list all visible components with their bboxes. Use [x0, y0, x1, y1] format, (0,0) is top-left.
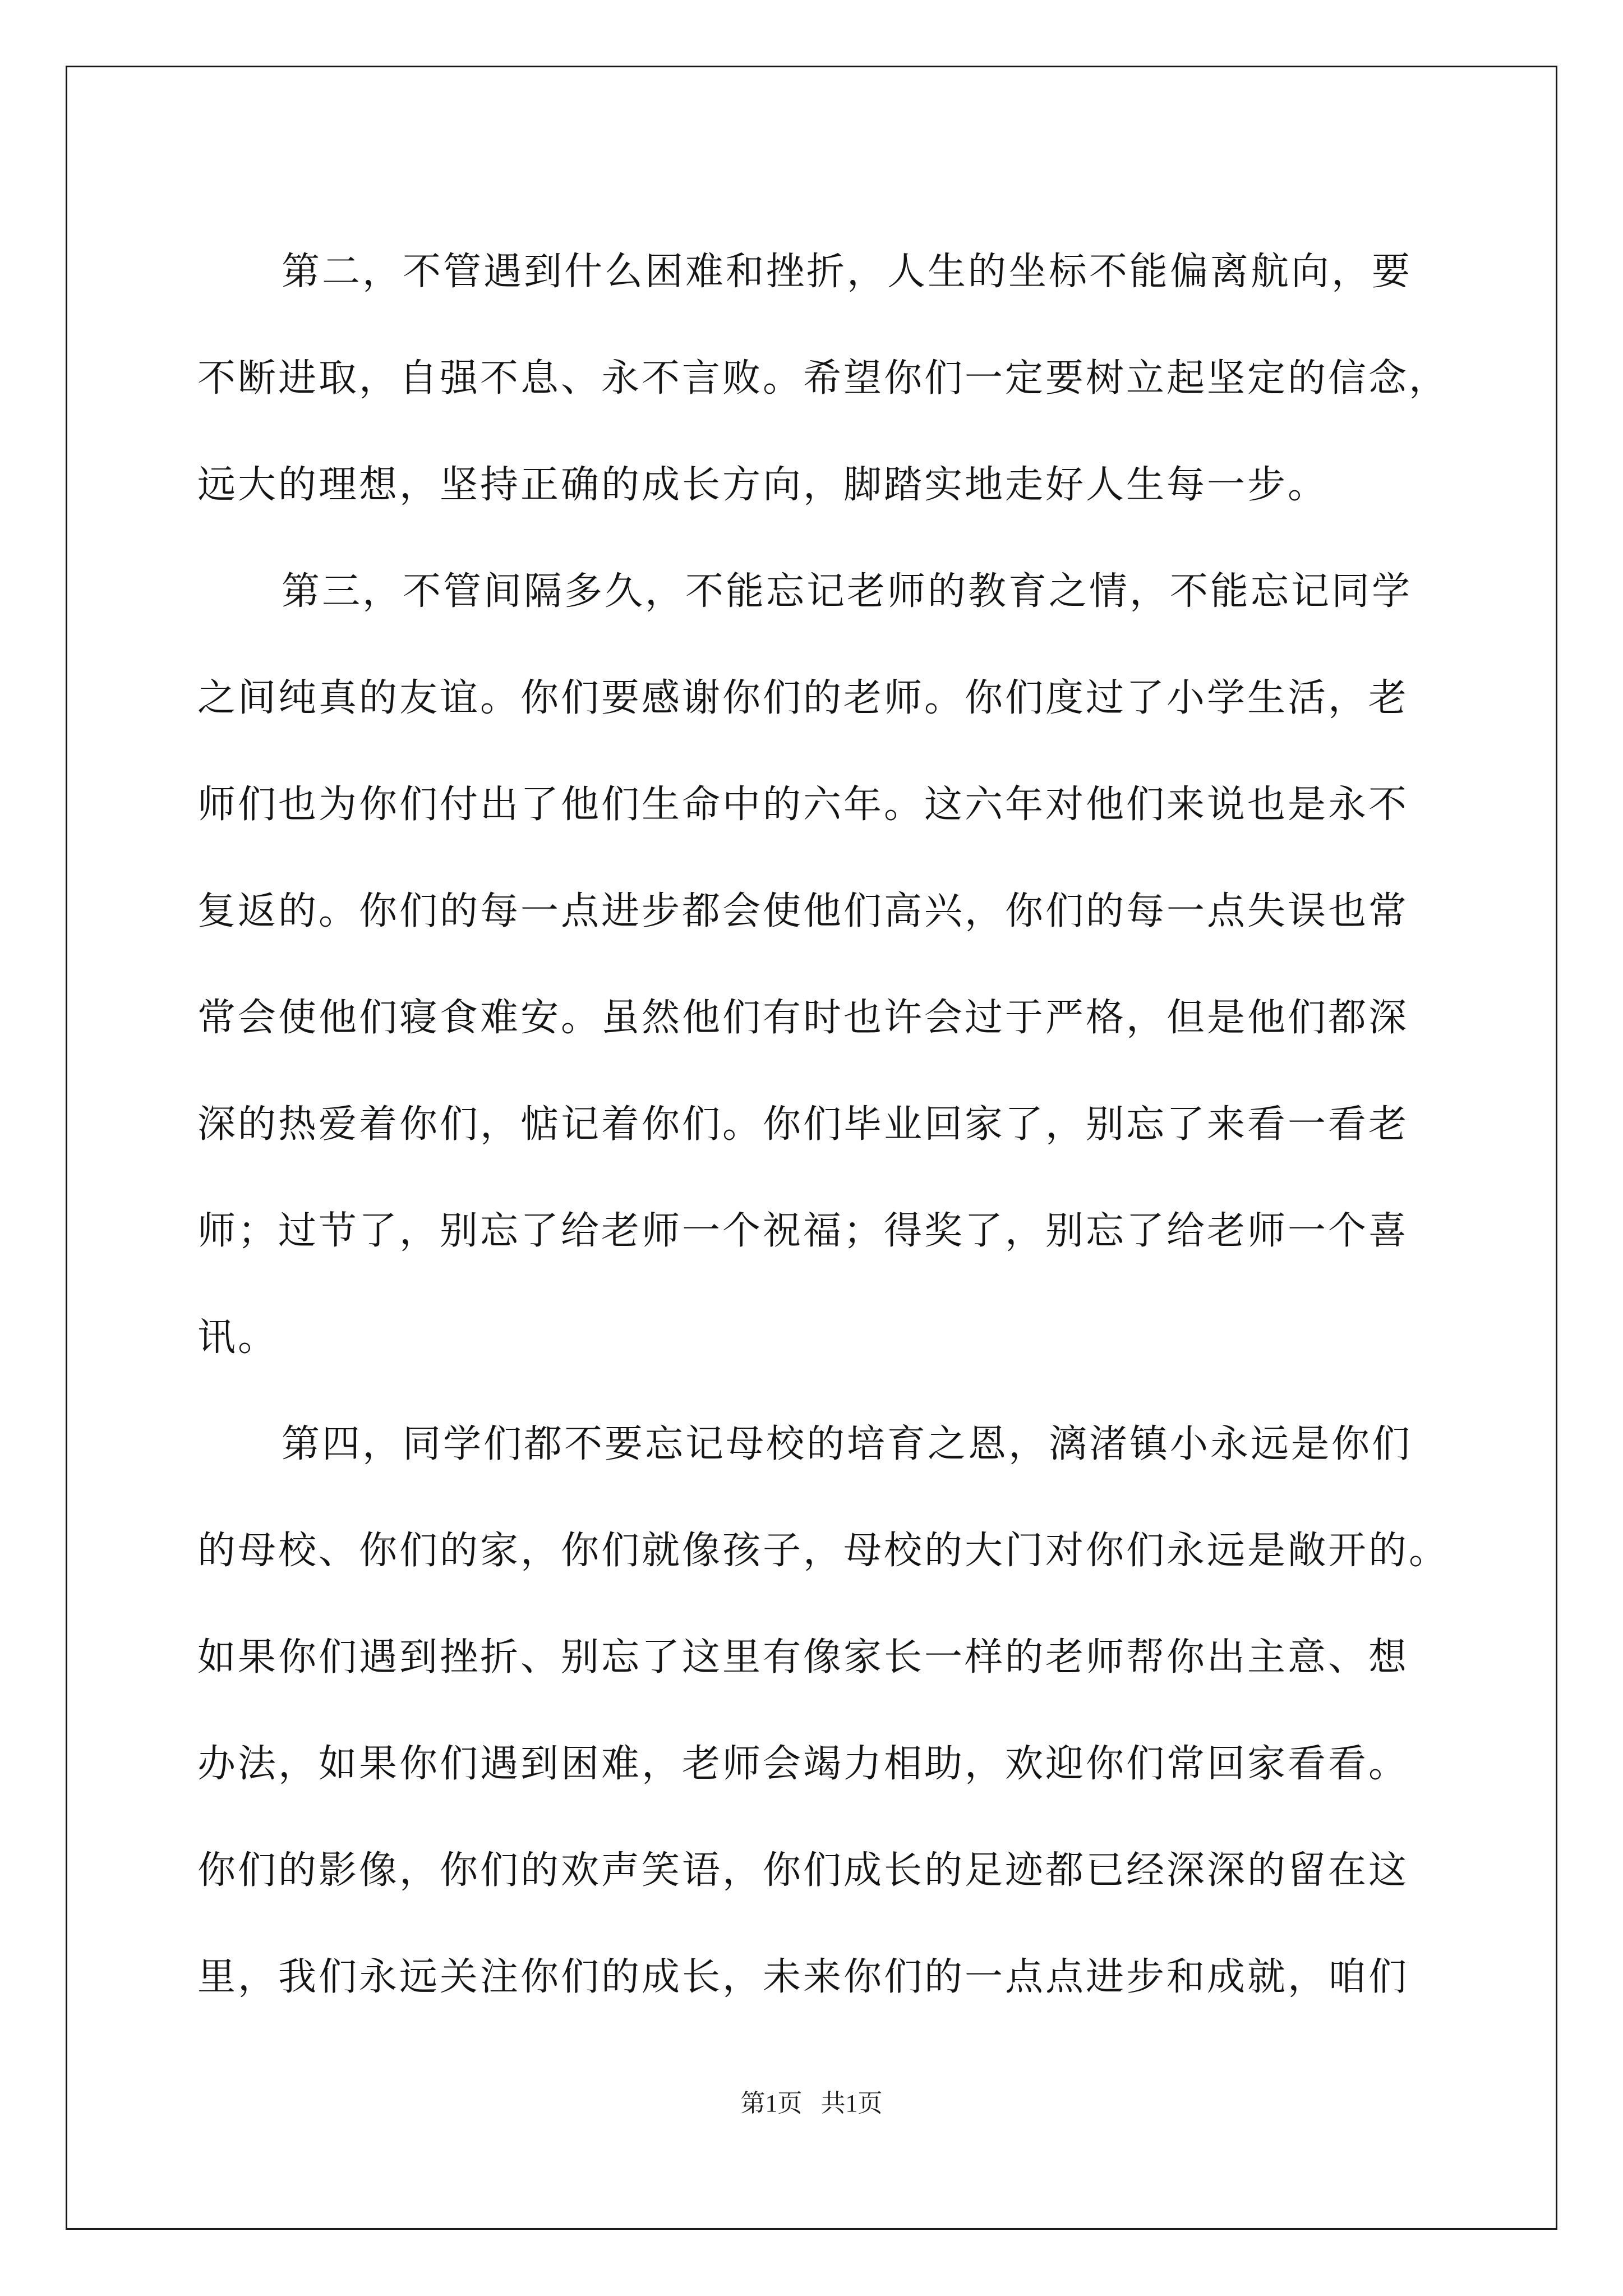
paragraph-line: 第三，不管间隔多久，不能忘记老师的教育之情，不能忘记同学 — [282, 569, 1413, 614]
paragraph-line: 讯。 — [197, 1315, 279, 1360]
paragraph-line: 深的热爱着你们，惦记着你们。你们毕业回家了，别忘了来看一看老 — [197, 1102, 1409, 1147]
paragraph-line: 复返的。你们的每一点进步都会使他们高兴，你们的每一点失误也常 — [197, 889, 1409, 933]
page-footer: 第1页 共1页 — [740, 2090, 883, 2117]
paragraph-line: 不断进取，自强不息、永不言败。希望你们一定要树立起坚定的信念， — [197, 356, 1450, 401]
document-body — [197, 219, 1450, 2031]
paragraph-line: 如果你们遇到挫折、别忘了这里有像家长一样的老师帮你出主意、想 — [197, 1635, 1409, 1680]
paragraph-line: 你们的影像，你们的欢声笑语，你们成长的足迹都已经深深的留在这 — [197, 1848, 1409, 1893]
paragraph-3 — [197, 539, 1447, 1391]
paragraph-line: 里，我们永远关注你们的成长，未来你们的一点点进步和成就，咱们 — [197, 1955, 1409, 1999]
paragraph-line: 师们也为你们付出了他们生命中的六年。这六年对他们来说也是永不 — [197, 783, 1409, 827]
paragraph-line: 常会使他们寝食难安。虽然他们有时也许会过于严格，但是他们都深 — [197, 996, 1409, 1040]
paragraph-line: 师；过节了，别忘了给老师一个祝福；得奖了，别忘了给老师一个喜 — [197, 1209, 1409, 1253]
paragraph-4 — [197, 1391, 1450, 2031]
paragraph-line: 的母校、你们的家，你们就像孩子，母校的大门对你们永远是敞开的。 — [197, 1529, 1450, 1573]
paragraph-line: 第四，同学们都不要忘记母校的培育之恩，漓渚镇小永远是你们 — [282, 1422, 1413, 1466]
paragraph-line: 之间纯真的友谊。你们要感谢你们的老师。你们度过了小学生活，老 — [197, 676, 1409, 720]
paragraph-line: 办法，如果你们遇到困难，老师会竭力相助，欢迎你们常回家看看。 — [197, 1742, 1409, 1786]
paragraph-line: 第二，不管遇到什么困难和挫折，人生的坐标不能偏离航向，要 — [282, 250, 1413, 294]
paragraph-line: 远大的理想，坚持正确的成长方向，脚踏实地走好人生每一步。 — [197, 463, 1329, 507]
paragraph-2 — [197, 219, 1450, 539]
